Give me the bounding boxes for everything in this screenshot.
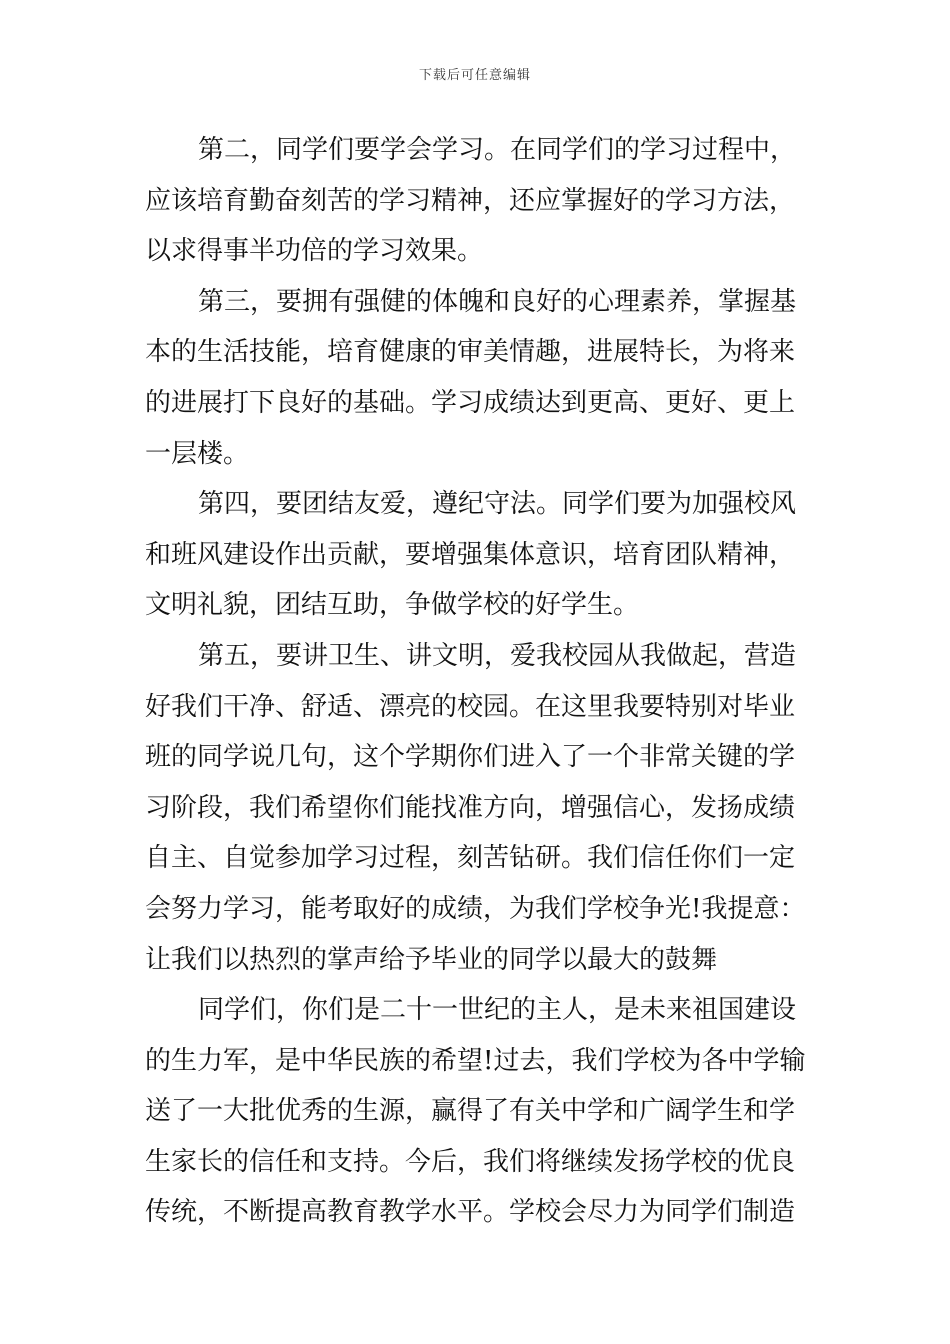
paragraph-line: 会努力学习，能考取好的成绩，为我们学校争光!我提意： — [145, 893, 806, 924]
paragraph-line: 应该培育勤奋刻苦的学习精神，还应掌握好的学习方法， — [145, 185, 796, 216]
paragraph-first-line: 同学们，你们是二十一世纪的主人，是未来祖国建设 — [198, 995, 797, 1026]
paragraph-line: 班的同学说几句，这个学期你们进入了一个非常关键的学 — [145, 742, 796, 773]
paragraph-line: 本的生活技能，培育健康的审美情趣，进展特长，为将来 — [145, 337, 796, 368]
paragraph-line: 自主、自觉参加学习过程，刻苦钻研。我们信任你们一定 — [145, 843, 796, 874]
paragraph-first-line: 第二，同学们要学会学习。在同学们的学习过程中， — [198, 135, 797, 165]
page-header: 下载后可任意编辑 — [418, 68, 531, 83]
paragraph-line: 以求得事半功倍的学习效果。 — [145, 236, 484, 267]
paragraph-line: 让我们以热烈的掌声给予毕业的同学以最大的鼓舞 — [145, 944, 718, 975]
paragraph-line: 习阶段，我们希望你们能找准方向，增强信心，发扬成绩 — [145, 792, 796, 823]
paragraph-line: 送了一大批优秀的生源，赢得了有关中学和广阔学生和学 — [145, 1096, 796, 1127]
paragraph-line: 的生力军，是中华民族的希望!过去，我们学校为各中学输 — [145, 1045, 806, 1076]
paragraph-line: 文明礼貌，团结互助，争做学校的好学生。 — [145, 590, 640, 621]
paragraph-line: 的进展打下良好的基础。学习成绩达到更高、更好、更上 — [145, 387, 796, 418]
paragraph-line: 好我们干净、舒适、漂亮的校园。在这里我要特别对毕业 — [145, 691, 796, 722]
paragraph-line: 一层楼。 — [145, 438, 250, 469]
document-body — [145, 128, 809, 1241]
paragraph-line: 传统，不断提高教育教学水平。学校会尽力为同学们制造 — [145, 1197, 796, 1228]
paragraph-first-line: 第五，要讲卫生、讲文明，爱我校园从我做起，营造 — [198, 640, 797, 671]
paragraph-first-line: 第三，要拥有强健的体魄和良好的心理素养，掌握基 — [198, 286, 797, 317]
paragraph-first-line: 第四，要团结友爱，遵纪守法。同学们要为加强校风 — [198, 489, 797, 520]
paragraph-line: 和班风建设作出贡献，要增强集体意识，培育团队精神， — [145, 539, 796, 570]
paragraph-line: 生家长的信任和支持。今后，我们将继续发扬学校的优良 — [145, 1146, 796, 1177]
